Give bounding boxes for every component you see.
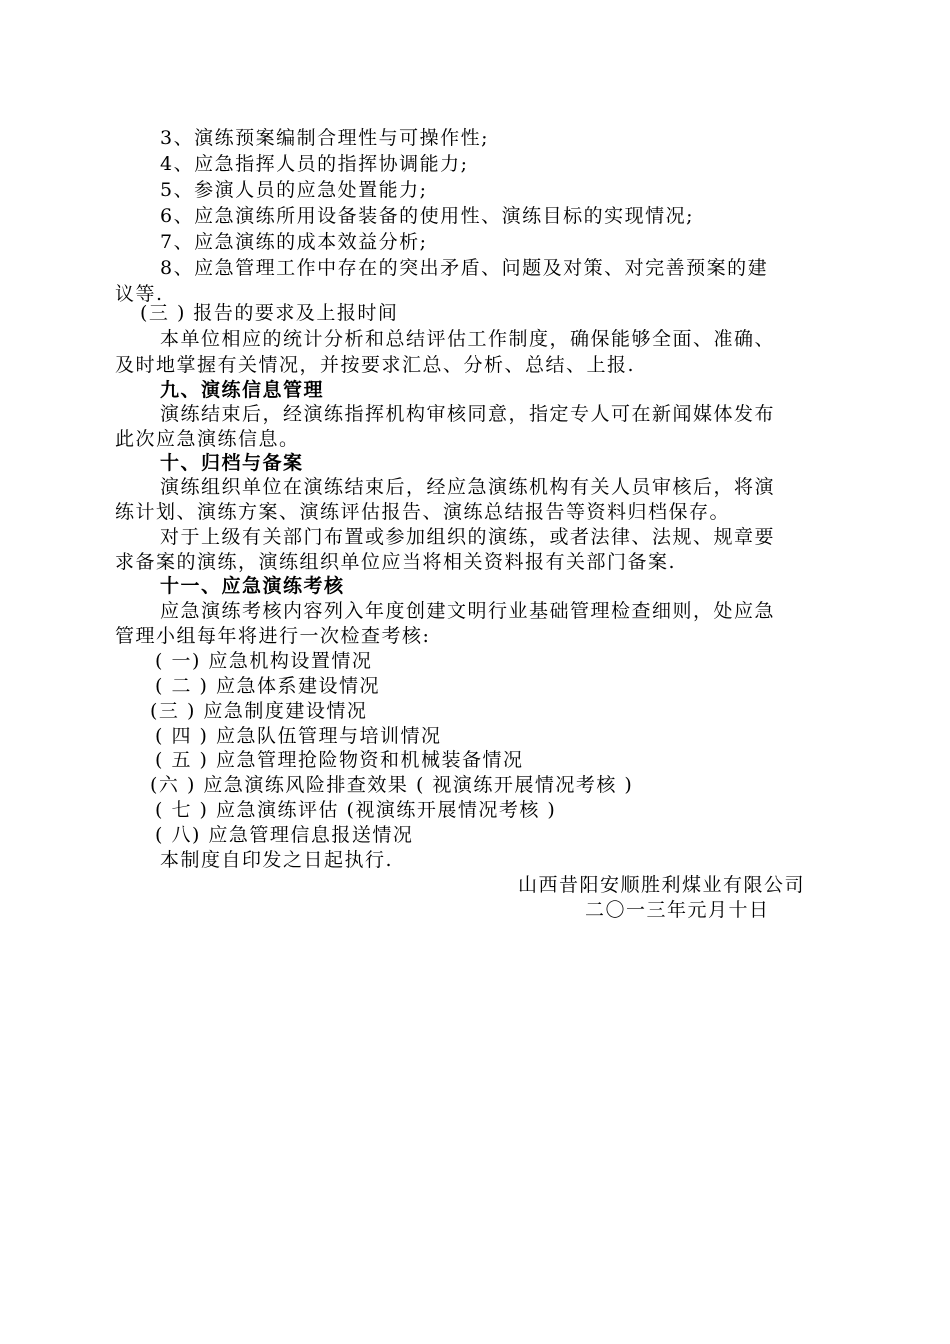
paragraph-line: 及时地掌握有关情况，并按要求汇总、分析、总结、上报. [115,354,636,376]
section-heading: 十、归档与备案 [160,452,304,474]
list-item: 5、参演人员的应急处置能力; [160,179,428,201]
paragraph-line: 议等. [115,283,164,305]
paragraph-line: 本单位相应的统计分析和总结评估工作制度，确保能够全面、准确、 [160,328,776,350]
paragraph-line: 应急演练考核内容列入年度创建文明行业基础管理检查细则，处应急 [160,600,776,622]
section-heading: 十一、应急演练考核 [160,575,345,597]
list-item: ( 四 ) 应急队伍管理与培训情况 [155,725,442,747]
paragraph-line: 本制度自印发之日起执行. [160,849,394,871]
list-item: (六 ) 应急演练风险排查效果 ( 视演练开展情况考核 ) [150,774,634,796]
list-item: 6、应急演练所用设备装备的使用性、演练目标的实现情况; [160,205,694,227]
list-item: 7、应急演练的成本效益分析; [160,231,428,253]
paragraph-line: 此次应急演练信息。 [115,428,300,450]
signature-company: 山西昔阳安顺胜利煤业有限公司 [518,874,806,896]
list-item: ( 五 ) 应急管理抢险物资和机械装备情况 [155,749,524,771]
paragraph-line: 演练组织单位在演练结束后，经应急演练机构有关人员审核后，将演 [160,476,776,498]
list-item: ( 七 ) 应急演练评估 (视演练开展情况考核 ) [155,799,557,821]
list-item: 3、演练预案编制合理性与可操作性; [160,127,489,149]
paragraph-line: 演练结束后，经演练指挥机构审核同意，指定专人可在新闻媒体发布 [160,403,776,425]
list-item: (三 ) 应急制度建设情况 [150,700,368,722]
paragraph-line: 管理小组每年将进行一次检查考核: [115,625,431,647]
list-item: 8、应急管理工作中存在的突出矛盾、问题及对策、对完善预案的建 [160,257,769,279]
subsection-heading: (三 ) 报告的要求及上报时间 [140,302,399,324]
list-item: ( 一) 应急机构设置情况 [155,650,373,672]
paragraph-line: 对于上级有关部门布置或参加组织的演练，或者法律、法规、规章要 [160,526,776,548]
signature-date: 二〇一三年元月十日 [585,899,770,921]
section-heading: 九、演练信息管理 [160,379,325,401]
list-item: 4、应急指挥人员的指挥协调能力; [160,153,469,175]
paragraph-line: 求备案的演练，演练组织单位应当将相关资料报有关部门备案. [115,551,677,573]
list-item: ( 二 ) 应急体系建设情况 [155,675,380,697]
list-item: ( 八) 应急管理信息报送情况 [155,824,414,846]
paragraph-line: 练计划、演练方案、演练评估报告、演练总结报告等资料归档保存。 [115,501,731,523]
